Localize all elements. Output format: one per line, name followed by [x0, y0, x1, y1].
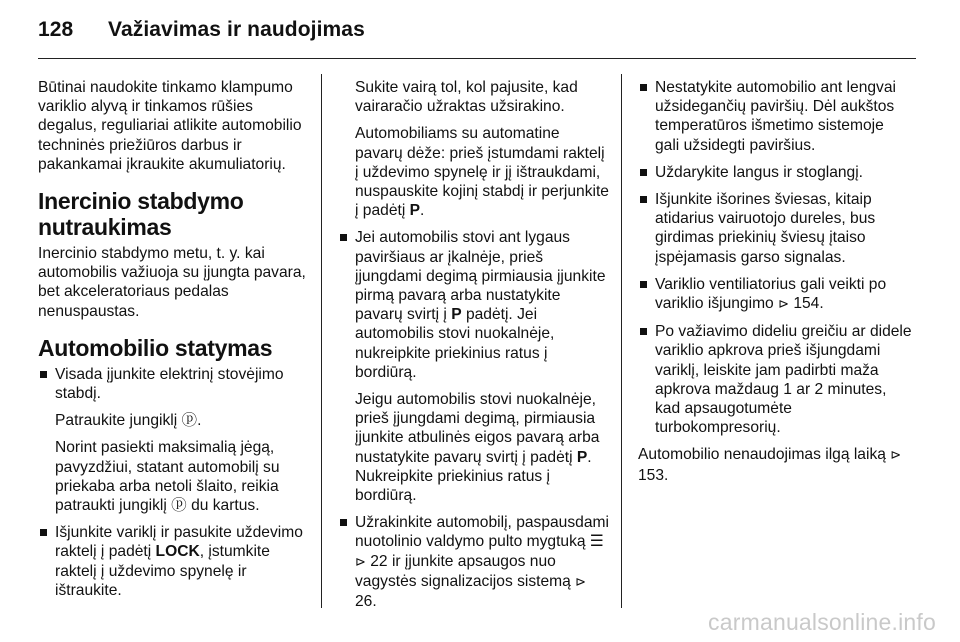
- list-item: [338, 228, 610, 382]
- sub-paragraph: Norint pasiekti maksimalią jėgą, pavyzdžiui, statant automobilį su priekaba arba netoli šlaito, reikia patraukti jungiklį ⓟ du kartus.: [55, 439, 280, 515]
- list-item-text: Nestatykite automobilio ant lengvai užsidegančių paviršių. Dėl aukštos temperatūros išmetimo sistemoje gali užsidegti paviršius.: [655, 79, 896, 154]
- paragraph-text: Jeigu automobilis stovi nuokalnėje, prieš įjungdami degimą, pirmiausia įjunkite atbulinės eigos pavarą arba nustatykite pavarų svirtį į padėtį: [355, 391, 600, 466]
- storage-paragraph: [638, 445, 912, 484]
- list-item-text: Jei automobilis stovi ant lygaus paviršiaus ar įkalnėje, prieš įjungdami degimą pirmiausia įjunkite pirmą pavarą arba nustatykite pavarų svirtį į: [355, 229, 606, 324]
- list-item: [338, 513, 610, 611]
- paragraph-text: Automobilio nenaudojimas ilgą laiką: [638, 446, 891, 464]
- page-reference-link[interactable]: 26: [355, 593, 373, 611]
- section-heading-coasting: Inercinio stabdymo nutraukimas: [38, 188, 244, 241]
- paragraph-text: .: [664, 466, 669, 484]
- column-1: [38, 78, 308, 608]
- coasting-paragraph: Inercinio stabdymo metu, t. y. kai automobilis važiuoja su įjungta pavara, bet akceleratoriaus pedalas nenuspaustas.: [38, 245, 306, 320]
- page-reference-link[interactable]: 154: [793, 295, 820, 313]
- list-item-text: Po važiavimo dideliu greičiu ar didele variklio apkrova prieš išjungdami variklį, leiskite jam padirbti maža apkrova maždaug 1 ar 2 minutes, kad apsaugotumėte turbokompresorių.: [655, 323, 912, 437]
- list-item-text: Išjunkite variklį ir pasukite uždevimo raktelį į padėtį: [55, 524, 303, 561]
- list-item: [638, 190, 912, 267]
- page-header: [38, 18, 365, 42]
- list-item-text: Užrakinkite automobilį, paspausdami nuotolinio valdymo pulto mygtuką: [355, 514, 609, 551]
- list-item-text: , įstumkite raktelį į uždevimo spynelę ir ištraukite.: [55, 543, 270, 599]
- list-item-text: Uždarykite langus ir stoglangį.: [655, 163, 864, 181]
- page-reference-icon: ⊳: [890, 448, 902, 464]
- list-item: [638, 322, 912, 437]
- page-reference-link[interactable]: 153: [638, 466, 665, 484]
- list-item-text: .: [372, 593, 377, 611]
- sub-paragraph: Sukite vairą tol, kol pajusite, kad vairaračio užraktas užsirakino.: [355, 79, 578, 116]
- sub-paragraph: Patraukite jungiklį ⓟ.: [55, 412, 202, 430]
- watermark: carmanualsonline.info: [708, 609, 936, 635]
- sub-paragraph: [338, 390, 610, 505]
- page-reference-link[interactable]: 22: [370, 552, 388, 570]
- remote-lock-button-icon: ☰: [589, 533, 604, 551]
- list-item-text: Išjunkite išorines šviesas, kitaip atidarius vairuotojo dureles, bus girdimas priekinių šviesų įtaiso įspėjamasis garso signalas.: [655, 191, 876, 266]
- list-item: [638, 163, 912, 182]
- list-item-text: padėtį. Jei automobilis stovi nuokalnėje, nukreipkite priekinius ratus į bordiūrą.: [355, 306, 555, 381]
- position-label: P: [576, 448, 588, 466]
- list-item-text: ir įjunkite apsaugos nuo vagystės signalizacijos sistemą: [355, 552, 576, 590]
- position-label: LOCK: [155, 543, 200, 561]
- list-item: [38, 365, 308, 403]
- list-item: [638, 78, 912, 155]
- list-item: [638, 275, 912, 314]
- sub-paragraph: [338, 124, 610, 220]
- list-item-text: Variklio ventiliatorius gali veikti po variklio išjungimo: [655, 275, 887, 313]
- list-item: [38, 523, 308, 600]
- page-reference-icon: ⊳: [355, 554, 366, 570]
- page-reference-icon: ⊳: [575, 574, 587, 590]
- position-label: P: [451, 306, 462, 324]
- column-2: [338, 78, 610, 619]
- section-heading-parking: Automobilio statymas: [38, 334, 273, 361]
- list-item-text: .: [819, 295, 824, 313]
- paragraph-text: .: [420, 202, 425, 220]
- header-rule: [38, 58, 916, 59]
- page-reference-icon: ⊳: [778, 297, 789, 313]
- column-divider-1: [321, 74, 322, 608]
- column-3: [638, 78, 912, 493]
- position-label: P: [409, 202, 421, 220]
- list-item-text: Visada įjunkite elektrinį stovėjimo stabdį.: [55, 365, 284, 403]
- paragraph-text: . Nukreipkite priekinius ratus į bordiūrą.: [355, 448, 592, 505]
- intro-paragraph: Būtinai naudokite tinkamo klampumo variklio alyvą ir tinkamos rūšies degalus, reguliariai atlikite automobilio techninės priežiūros darbus ir pakankamai įkraukite akumuliatorių.: [38, 79, 302, 173]
- paragraph-text: Automobiliams su automatine pavarų dėže: prieš įstumdami raktelį į uždevimo spynelę ir jį ištraukdami, nuspauskite kojinį stabdį ir perjunkite į padėtį: [355, 125, 609, 220]
- page-number: 128: [38, 18, 74, 41]
- column-divider-2: [621, 74, 622, 608]
- page-title: Važiavimas ir naudojimas: [108, 18, 365, 41]
